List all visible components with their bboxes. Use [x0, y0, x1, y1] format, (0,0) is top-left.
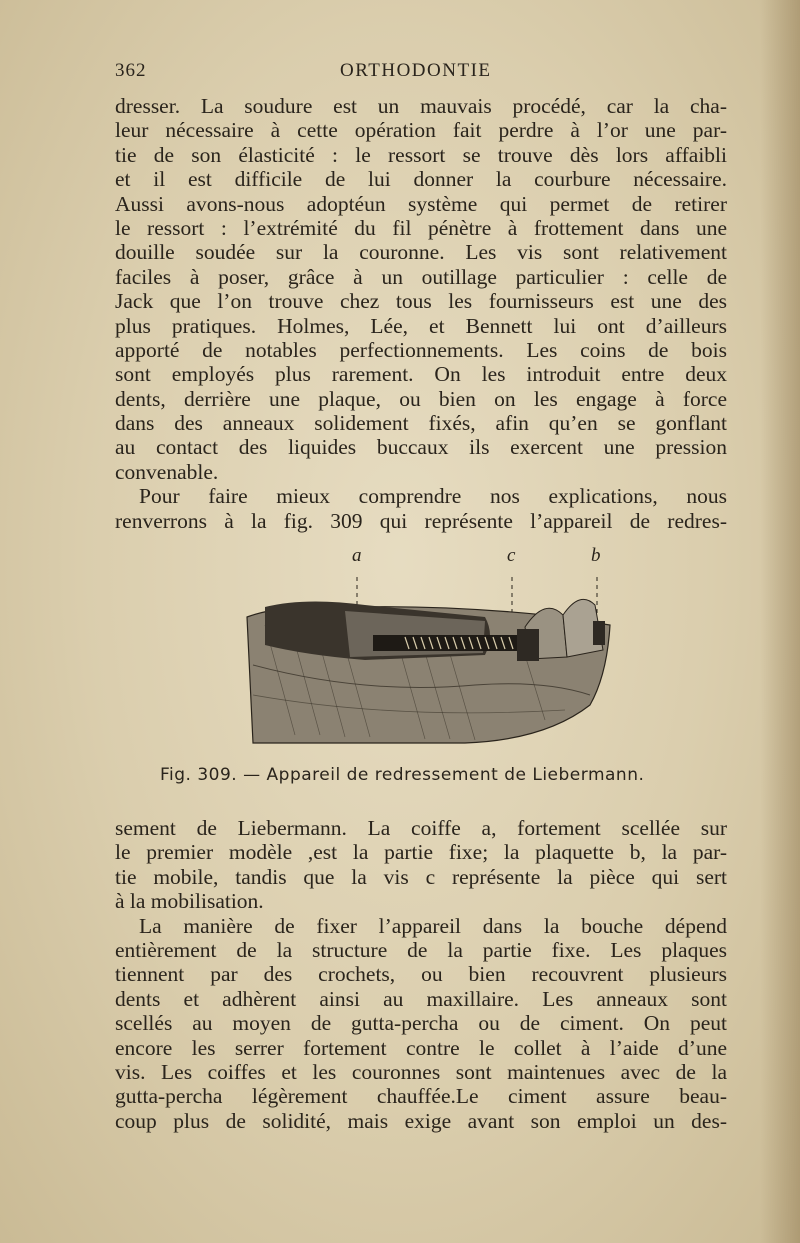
text-line: dresser. La soudure est un mauvais procédé, car la cha-	[115, 94, 727, 118]
text-line: le ressort : l’extrémité du fil pénètre à frottement dans une	[115, 215, 727, 240]
text-line: entièrement de la structure de la partie fixe. Les plaques	[115, 937, 727, 962]
paragraph-block-top	[115, 94, 727, 533]
running-title: ORTHODONTIE	[340, 60, 492, 81]
figure-label-a: a	[352, 545, 362, 566]
text-line: au contact des liquides buccaux ils exercent une pression	[115, 435, 727, 460]
text-line: dents, derrière une plaque, ou bien on les engage à force	[115, 386, 727, 411]
text-line: sement de Liebermann. La coiffe a, fortement scellée sur	[115, 816, 727, 840]
text-line: encore les serrer fortement contre le collet à l’aide d’une	[115, 1035, 727, 1060]
text-line: à la mobilisation.	[115, 889, 264, 914]
text-line: apporté de notables perfectionnements. Les coins de bois	[115, 337, 727, 362]
text-line: tie mobile, tandis que la vis c représente la pièce qui sert	[115, 864, 727, 889]
text-line: et il est difficile de lui donner la courbure nécessaire.	[115, 167, 727, 192]
text-line: dents et adhèrent ainsi au maxillaire. Les anneaux sont	[115, 986, 727, 1011]
text-line: douille soudée sur la couronne. Les vis sont relativement	[115, 240, 727, 265]
page-number: 362	[115, 60, 147, 81]
text-line: renverrons à la fig. 309 qui représente l’appareil de redres-	[115, 508, 727, 533]
text-line: scellés au moyen de gutta-percha ou de ciment. On peut	[115, 1011, 727, 1036]
text-line: leur nécessaire à cette opération fait perdre à l’or une par-	[115, 118, 727, 143]
text-line: Pour faire mieux comprendre nos explications, nous	[139, 484, 727, 509]
orthodontic-appliance-illustration	[245, 545, 620, 750]
text-line: Jack que l’on trouve chez tous les fournisseurs est une des	[115, 289, 727, 314]
figure-label-c: c	[507, 545, 516, 566]
paragraph-block-bottom	[115, 816, 727, 1133]
text-line: le premier modèle ,est la partie fixe; la plaquette b, la par-	[115, 840, 727, 865]
figure-caption: Fig. 309. — Appareil de redressement de Liebermann.	[160, 765, 645, 785]
text-line: sont employés plus rarement. On les introduit entre deux	[115, 362, 727, 387]
text-line: tiennent par des crochets, ou bien recouvrent plusieurs	[115, 962, 727, 987]
text-line: coup plus de solidité, mais exige avant son emploi un des-	[115, 1108, 727, 1133]
text-line: gutta-percha légèrement chauffée.Le ciment assure beau-	[115, 1084, 727, 1109]
text-line: convenable.	[115, 459, 219, 484]
text-line: La manière de fixer l’appareil dans la bouche dépend	[139, 913, 727, 938]
page-header	[115, 60, 727, 86]
text-line: vis. Les coiffes et les couronnes sont maintenues avec de la	[115, 1059, 727, 1084]
text-line: Aussi avons-nous adoptéun système qui permet de retirer	[115, 191, 727, 216]
figure-label-b: b	[591, 545, 601, 566]
text-line: dans des anneaux solidement fixés, afin qu’en se gonflant	[115, 411, 727, 436]
text-line: faciles à poser, grâce à un outillage particulier : celle de	[115, 264, 727, 289]
text-line: tie de son élasticité : le ressort se trouve dès lors affaibli	[115, 142, 727, 167]
figure-309	[245, 545, 620, 750]
text-line: plus pratiques. Holmes, Lée, et Bennett lui ont d’ailleurs	[115, 313, 727, 338]
